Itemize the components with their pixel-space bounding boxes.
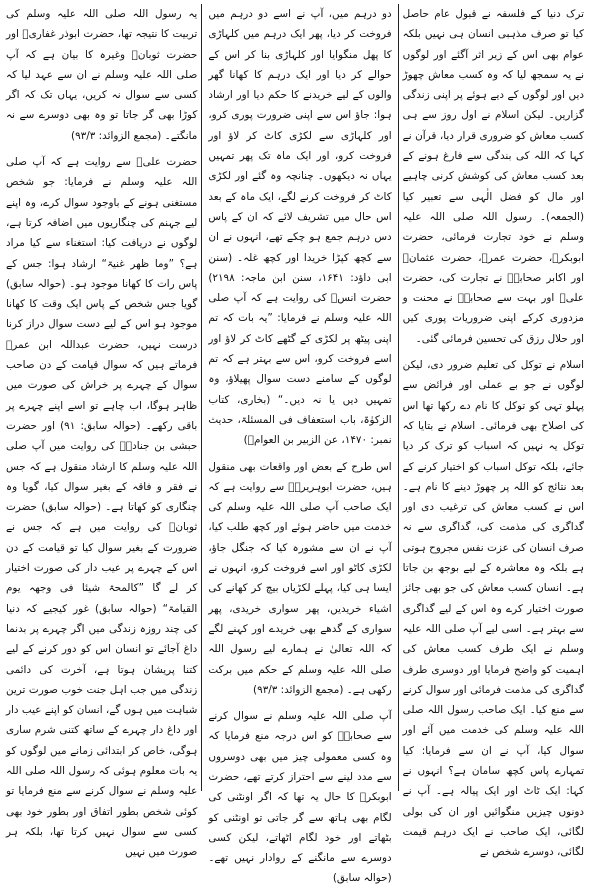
paragraph: اسلام نے توکل کی تعلیم ضرور دی، لیکن لوگوں نے جو بے عملی اور فرائض سے پہلو تہی کو توکل کا نام دے رکھا تھا اس کی اصلاح بھی فرمائی۔ اسلام نے بتایا کہ توکل یہ نہیں کہ اسباب کو ترک کر دیا جائے، بلکہ توکل اسباب کو اختیار کرنے کے بعد نتائج کو اللہ پر چھوڑ دینے کا نام ہے۔ اس نے کسب معاش کی ترغیب دی اور گداگری کی مذمت کی، گداگری سے نہ صرف انسان کی عزت نفس مجروح ہوتی ہے بلکہ وہ معاشرہ کے لیے بوجھ بن جاتا ہے۔ انسان کسب معاش کی جو بھی جائز صورت اختیار کرے وہ اس کے لیے گداگری سے بہتر ہے۔ اسی لیے آپ صلی اللہ علیہ وسلم نے ایک طرف کسب معاش کی اہمیت کو واضح فرمایا اور دوسری طرف گداگری کی مذمت فرمائی اور سوال کرنے سے منع کیا۔ ایک صاحب رسول اللہ صلی اللہ علیہ وسلم کی خدمت میں آئے اور سوال کیا، آپ نے ان سے فرمایا: کیا تمہارے پاس کچھ سامان ہے؟ انہوں نے کہا: ایک ٹاٹ اور ایک پیالہ ہے۔ آپ نے دونوں چیزیں منگوائیں اور ان کی بولی لگائی، ایک صاحب نے ایک درہم قیمت لگائی، دوسرے شخص نے — [402, 359, 584, 859]
paragraph: اس طرح کے بعض اور واقعات بھی منقول ہیں، حضرت ابوہریرہؓ سے روایت ہے کہ ایک صاحب آپ صلی اللہ علیہ وسلم کی خدمت میں حاضر ہوئے اور کچھ طلب کیا، آپ نے ان سے مشورہ کیا کہ جنگل جاؤ، لکڑی کاٹو اور اسے فروخت کرو، انہوں نے ایسا ہی کیا، پہلے لکڑیاں بیچ کر کھانے کی اشیاء خریدیں، پھر سواری خریدی، پھر سواری کے گدھے بھی خریدے اور کہنے لگے کہ اللہ تعالیٰ نے ہمارے لیے رسول اللہ صلی اللہ علیہ وسلم کے حکم میں برکت رکھی ہے۔ (مجمع الزوائد: ۹۳/۳) — [208, 460, 392, 696]
paragraph: دو درہم میں، آپ نے اسے دو درہم میں فروخت کر دیا، پھر ایک درہم میں کلہاڑی کا پھل منگوایا اور کلہاڑی بنا کر اس کے حوالے کر دیا اور ایک درہم کا کھانا گھر والوں کے لیے خریدنے کا حکم دیا اور ارشاد ہوا: جاؤ اس سے اپنی ضرورت پوری کرو، اور کلہاڑی سے لکڑی کاٹ کر لاؤ اور فروخت کرو، اور ایک ماہ تک پھر تمہیں یہاں نہ دیکھوں۔ چنانچہ وہ گئے اور لکڑی کاٹ کر فروخت کرنے لگے، ایک ماہ کے بعد اس حال میں تشریف لائے کہ ان کے پاس دس درہم جمع ہو چکے تھے، انہوں نے ان سے کچھ کپڑا خریدا اور کچھ غلہ۔ (سنن ابی داؤد: ۱۶۴۱، سنن ابن ماجہ: ۲۱۹۸) حضرت انسؓ کی روایت ہے کہ آپ صلی اللہ علیہ وسلم نے فرمایا: ”یہ بات کہ تم اپنی پیٹھ پر لکڑی کے گٹھے کاٹ کر لاؤ اور اسے فروخت کرو، اس سے بہتر ہے کہ تم لوگوں کے سامنے دست سوال پھیلاؤ، وہ تمہیں دیں یا نہ دیں۔“ (بخاری، کتاب الزکوٰۃ، باب استعفاف فی المسئلۃ، حدیث نمبر: ۱۴۷۰، عن الزبیر بن العوامؓ) — [208, 8, 392, 447]
paragraph: آپ صلی اللہ علیہ وسلم نے سوال کرنے سے صحابہؓ کو اس درجہ منع فرمایا کہ وہ کسی معمولی چیز میں بھی دوسروں سے مدد لینے سے احتراز کرتے تھے، حضرت ابوبکرؓ کا حال یہ تھا کہ اگر اونٹنی کی لگام بھی ہاتھ سے گر جاتی تو اونٹنی کو بٹھاتے اور خود لگام اٹھاتے، لیکن کسی دوسرے سے مانگنے کے روادار نہیں تھے۔ (حوالہ سابق) — [208, 710, 392, 885]
paragraph: حضرت علیؓ سے روایت ہے کہ آپ صلی اللہ علیہ وسلم نے فرمایا: جو شخص مستغنی ہونے کے باوجود سوال کرے، وہ اپنے لیے جہنم کی چنگاریوں میں اضافہ کرتا ہے، لوگوں نے دریافت کیا: استغناء سے کیا مراد ہے؟ ”وما ظھر غنیۃ“ ارشاد ہوا: جس کے پاس رات کا کھانا موجود ہو۔ (حوالہ سابق) گویا جس شخص کے پاس ایک وقت کا کھانا موجود ہو اس کے لیے دست سوال دراز کرنا درست نہیں، حضرت عبداللہ ابن عمرؓ فرماتے ہیں کہ سوال قیامت کے دن صاحب سوال کے چہرے پر خراش کی صورت میں ظاہر ہوگا، اب چاہے تو اسے اپنے چہرے پر باقی رکھے۔ (حوالہ سابق: ۹۱) اور حضرت حبشی بن جنادہؓ کی روایت میں آپ صلی اللہ علیہ وسلم کا ارشاد منقول ہے کہ جس نے فقر و فاقہ کے بغیر سوال کیا، گویا وہ چنگاری کو کھاتا ہے۔ (حوالہ سابق) حضرت ثوبانؓ کی روایت میں ہے کہ جس نے ضرورت کے بغیر سوال کیا تو قیامت کے دن اس کے چہرے پر عیب دار کی صورت اختیار کر لے گا ”کالمحۃ شیئا فی وجھہ یوم القیامۃ“ (حوالہ سابق) غور کیجیے کہ دنیا کی چند روزہ زندگی میں اگر چہرے پر بدنما داغ آجائے تو انسان اس کو دور کرنے کے لیے کتنا پریشان ہوتا ہے، آخرت کی دائمی زندگی میں جب اہل جنت خوب صورت ترین شباہت میں ہوں گے، انسان کو اپنے عیب دار اور داغ دار چہرے کے ساتھ کتنی شرم ساری ہوگی، خاص کر ابتدائی زمانے میں لوگوں کو یہ بات معلوم ہوئی کہ رسول اللہ صلی اللہ علیہ وسلم نے سوال کرنے سے منع فرمایا تو کوئی شخص بطور اتفاق اور بطور خود بھی کسی سے سوال نہیں کرتا تھا، بلکہ ہر صورت میں نہیں — [6, 156, 198, 859]
paragraph: ترک دنیا کے فلسفہ نے قبول عام حاصل کیا تو صرف مذہبی انسان ہی نہیں بلکہ عوام بھی اس کے زیر اثر آگئے اور لوگوں نے یہ سمجھ لیا کہ وہ کسب معاش چھوڑ دیں اور لوگوں کے دیے ہوئے پر اپنی زندگی گزاریں۔ لیکن اسلام نے اول روز سے ہی کسب معاش کو ضروری قرار دیا، قرآن نے کہا کہ اللہ کی بندگی سے فارغ ہونے کے بعد کسب معاش کی کوشش کرنی چاہیے اور مال کو فضل الٰہی سے تعبیر کیا (الجمعہ)۔ رسول اللہ صلی اللہ علیہ وسلم نے خود تجارت فرمائی، حضرت ابوبکرؓ، حضرت عمرؓ، حضرت عثمانؓ اور اکابر صحابہؓ نے تجارت کی، حضرت علیؓ اور بہت سے صحابہؓ نے محنت و مزدوری کرکے اپنی ضروریات پوری کیں اور حلال رزق کی تحسین فرمائی گئی۔ — [402, 8, 584, 345]
text-column-right — [399, 4, 586, 859]
paragraph: یہ رسول اللہ صلی اللہ علیہ وسلم کی تربیت کا نتیجہ تھا، حضرت ابوذر غفاریؓ اور حضرت ثوبانؓ وغیرہ کا بیان ہے کہ آپ صلی اللہ علیہ وسلم نے ان سے عہد لیا کہ کسی سے سوال نہ کریں، یہاں تک کہ اگر کوڑا بھی گر جاتا تو وہ بھی دوسرے سے نہ مانگتے۔ (مجمع الزوائد: ۹۳/۳) — [6, 8, 198, 142]
text-column-middle — [202, 4, 397, 885]
text-column-left — [4, 4, 201, 859]
